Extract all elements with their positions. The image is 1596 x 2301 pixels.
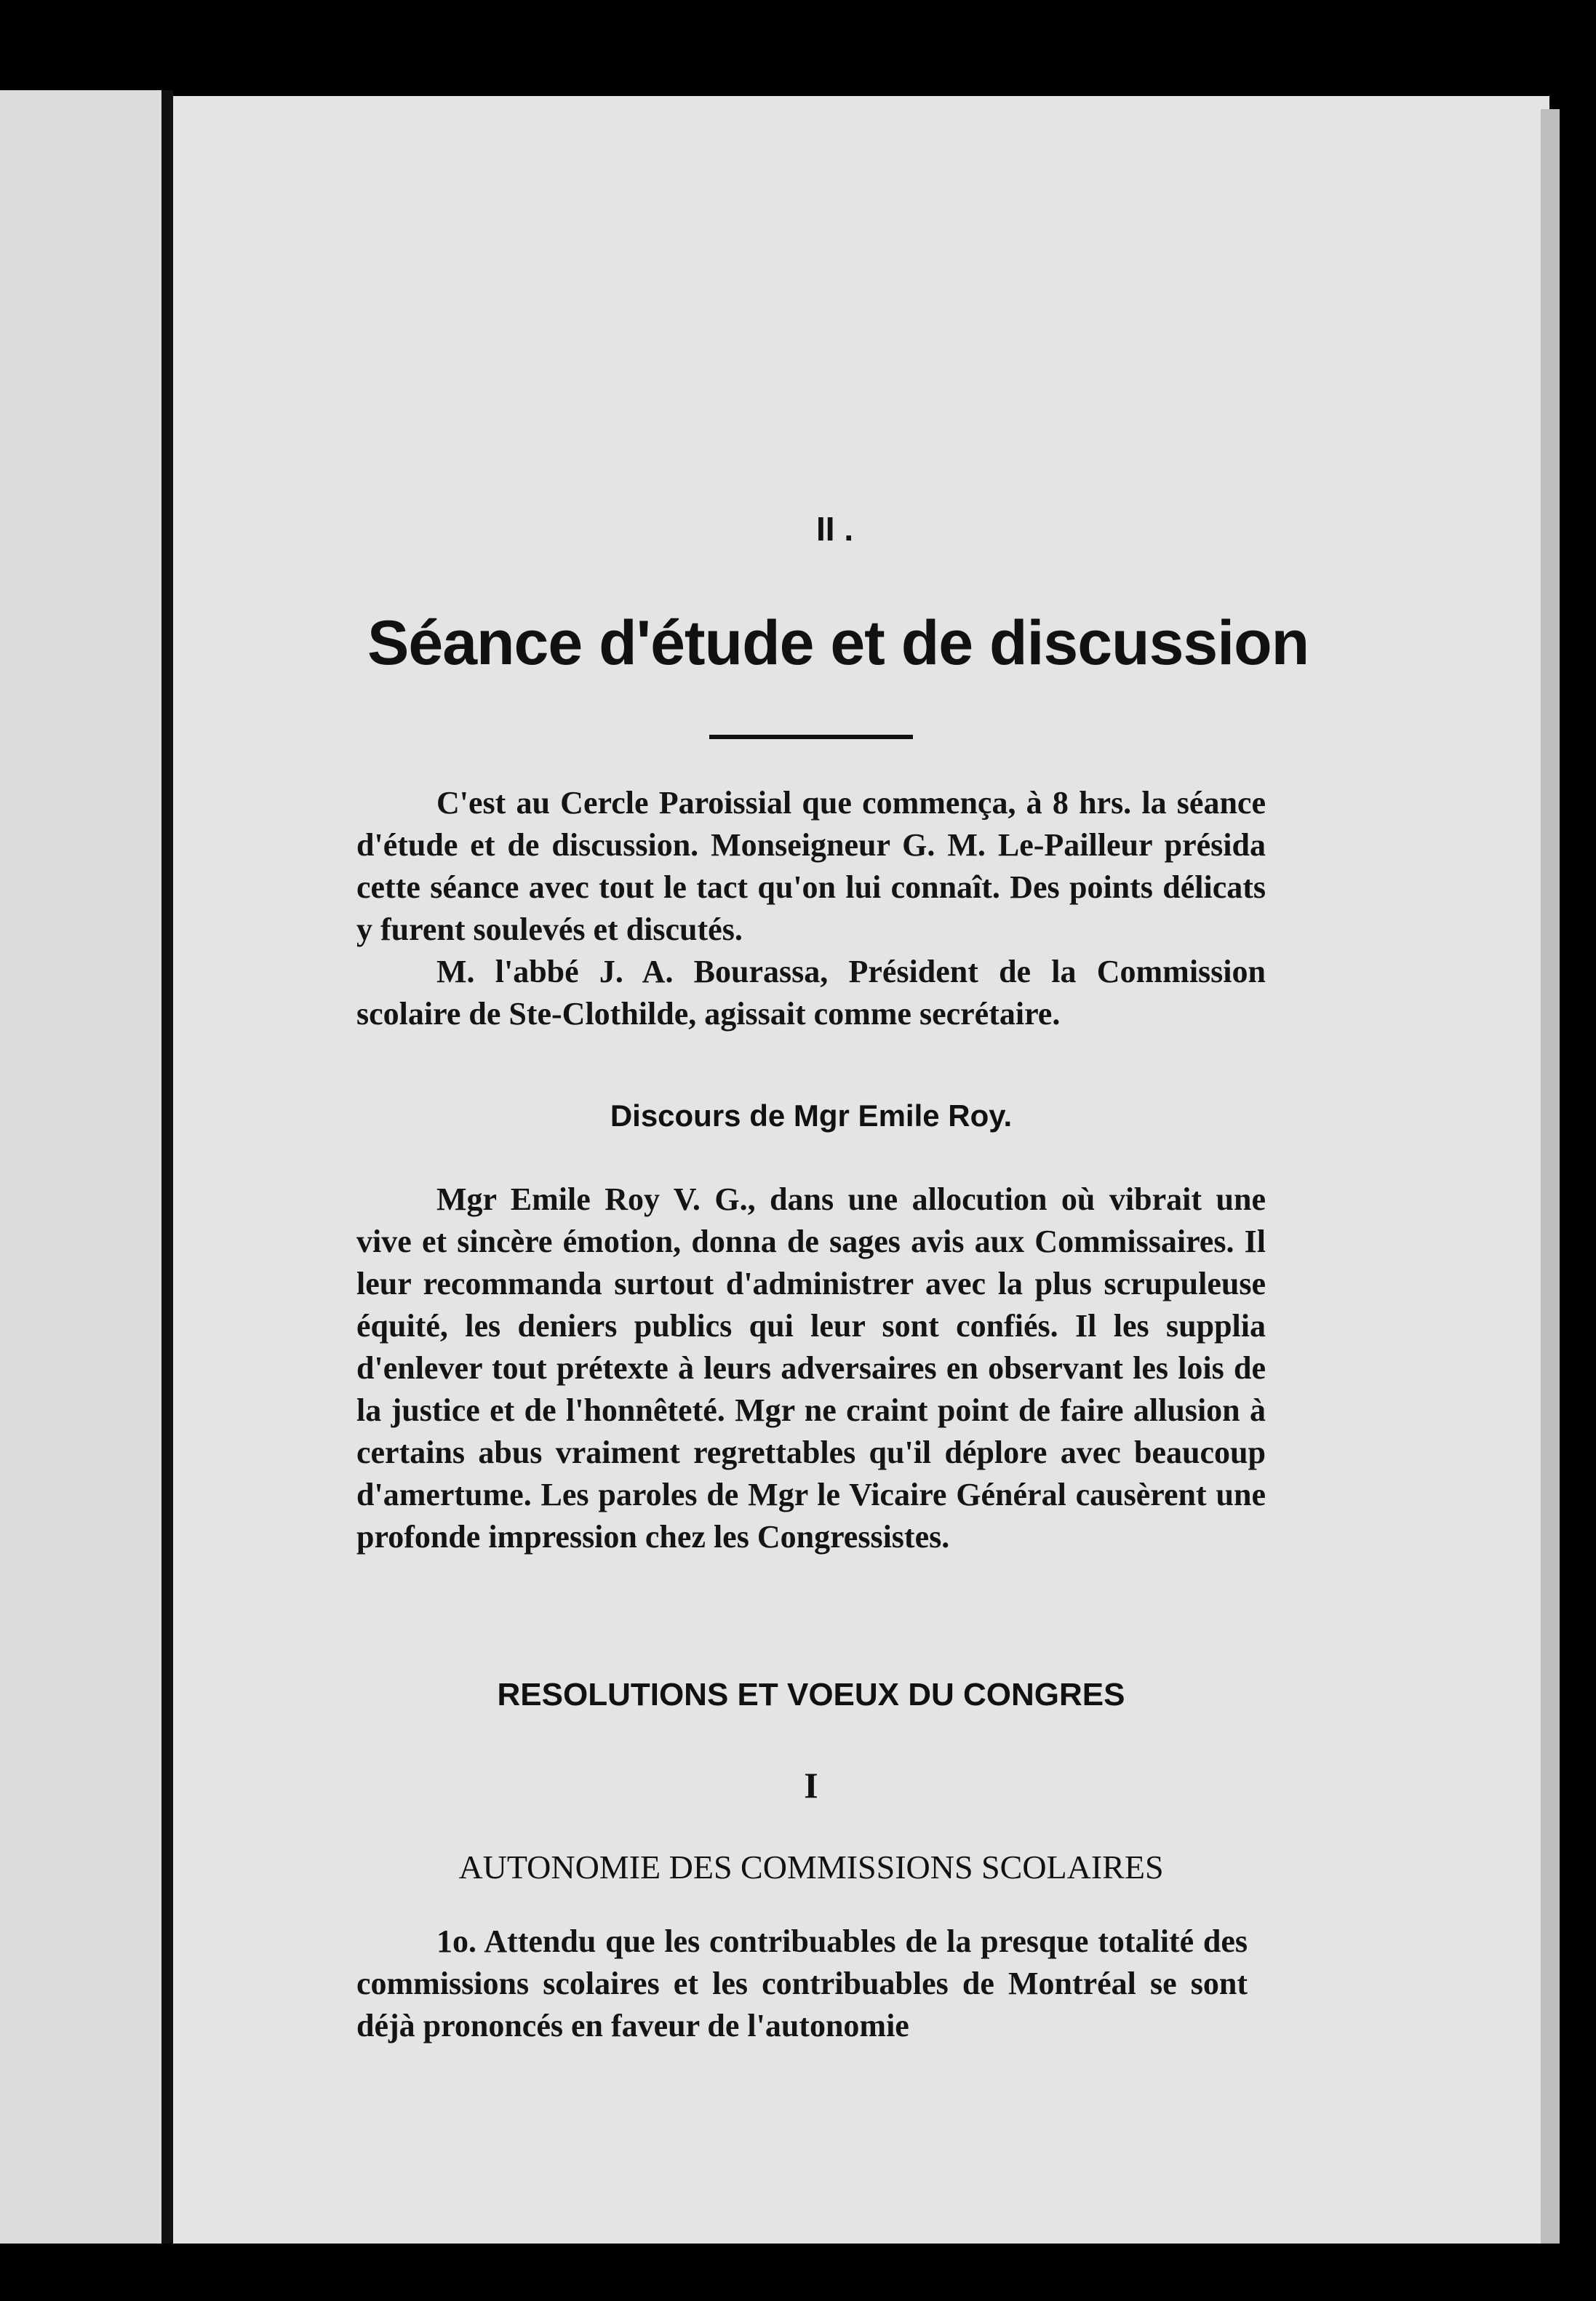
speech-section xyxy=(356,1179,1266,1558)
autonomy-heading: AUTONOMIE DES COMMISSIONS SCOLAIRES xyxy=(458,1849,1164,1886)
chapter-number: II . xyxy=(816,510,854,548)
facing-page-edge xyxy=(0,90,161,2244)
binding-fold xyxy=(161,90,173,2244)
page-stack-edge xyxy=(1541,109,1560,2244)
title-divider xyxy=(709,735,913,739)
speech-heading: Discours de Mgr Emile Roy. xyxy=(610,1098,1013,1133)
intro-section xyxy=(356,782,1266,1035)
resolutions-heading: RESOLUTIONS ET VOEUX DU CONGRES xyxy=(497,1677,1125,1712)
intro-paragraph: M. l'abbé J. A. Bourassa, Président de la Commission scolaire de Ste-Clothilde, agissait comme secrétaire. xyxy=(356,954,1266,1032)
resolution-paragraph: 1o. Attendu que les contribuables de la presque totalité des commissions scolaires et les contribuables de Montréal se sont déjà prononcés en faveur de l'autonomie xyxy=(356,1923,1248,2043)
page-title: Séance d'étude et de discussion xyxy=(367,608,1309,678)
resolution-number: I xyxy=(804,1765,818,1806)
speech-paragraph: Mgr Emile Roy V. G., dans une allocution où vibrait une vive et sincère émotion, donna de sages avis aux Commissaires. Il leur recommanda surtout d'administrer avec la plus scrupuleuse équité, les deniers publics qui leur sont confiés. Il les supplia d'enlever tout prétexte à leurs adversaires en observant les lois de la justice et de l'honnêteté. Mgr ne craint point de faire allusion à certains abus vraiment regrettables qu'il déplore avec beaucoup d'amertume. Les paroles de Mgr le Vicaire Général causèrent une profonde impression chez les Congressistes. xyxy=(356,1181,1266,1555)
resolution-section xyxy=(356,1921,1248,2047)
intro-paragraph: C'est au Cercle Paroissial que commença, à 8 hrs. la séance d'étude et de discussion. Monseigneur G. M. Le-Pailleur présida cette séance avec tout le tact qu'on lui connaît. Des points délicats y furent soulevés et discutés. xyxy=(356,785,1266,947)
